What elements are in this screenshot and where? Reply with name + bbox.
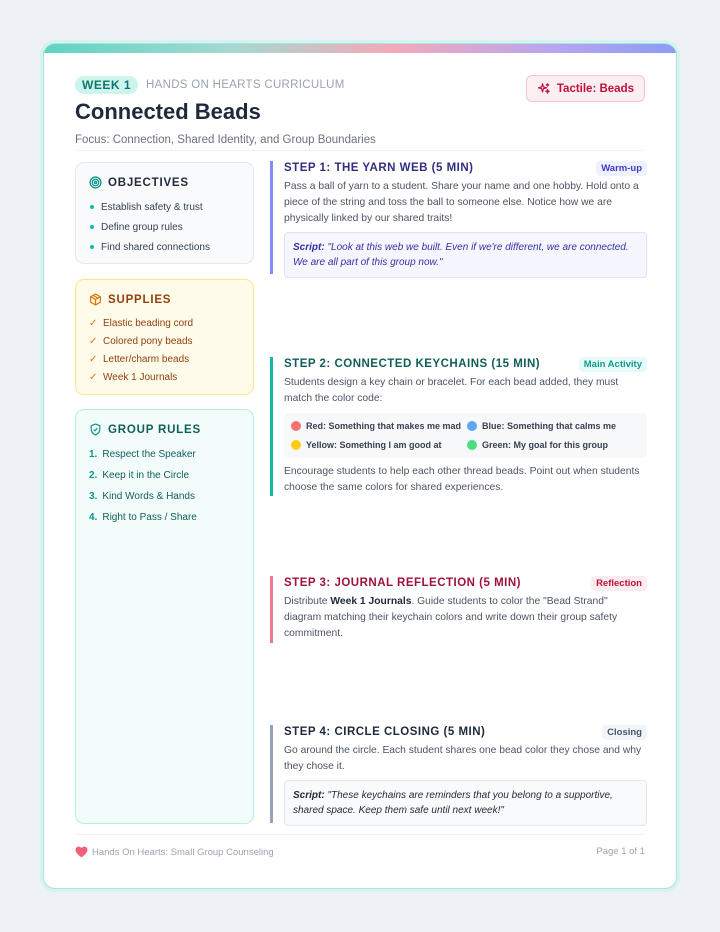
group-rules-box [75,409,254,824]
step-2 [270,357,647,496]
shield-icon [89,423,102,436]
rules-heading: GROUP RULES [108,423,201,436]
objective-item: Establish safety & trust [89,197,245,217]
footer-text: Hands On Hearts: Small Group Counseling [92,846,274,858]
divider [75,834,645,835]
check-icon: ✓ [89,335,98,347]
step-body: Go around the circle. Each student shares one bead color they chose and why they chose it. [284,745,642,772]
supply-item: ✓ Elastic beading cord [89,317,194,329]
objective-item: Find shared connections [89,237,245,257]
step-title: STEP 2: CONNECTED KEYCHAINS (15 MIN) [284,358,541,370]
blue-dot [467,421,477,431]
color-code-item: Red: Something that makes me mad [291,418,467,434]
step-1 [270,161,647,274]
step-tag: Warm-up [596,161,647,176]
color-code-item: Blue: Something that calms me [467,418,640,434]
target-icon [89,176,102,189]
divider [75,150,645,151]
header [75,76,645,146]
rule-item: 1. Respect the Speaker [89,449,196,460]
week-badge: WEEK 1 [75,76,138,94]
footer-left [75,846,274,858]
color-code-grid [284,413,647,458]
objective-item: Define group rules [89,217,245,237]
rule-item: 4. Right to Pass / Share [89,512,197,523]
step-4 [270,725,647,823]
supply-item: ✓ Letter/charm beads [89,353,190,365]
page-number: Page 1 of 1 [596,846,645,857]
rule-item: 2. Keep it in the Circle [89,470,190,481]
step-title: STEP 3: JOURNAL REFLECTION (5 MIN) [284,577,522,589]
lesson-card [43,43,677,889]
script-box: Script: "Look at this web we built. Even if we're different, we are connected. We are all part of this group now." [284,232,647,278]
green-dot [467,440,477,450]
step-title: STEP 4: CIRCLE CLOSING (5 MIN) [284,726,486,738]
step-body: Pass a ball of yarn to a student. Share your name and one hobby. Hold onto a piece of the string and toss the ball to someone else. Notice how we are physically linked by our shared traits! [284,181,639,224]
red-dot [291,421,301,431]
rule-item: 3. Kind Words & Hands [89,491,195,502]
box-icon [89,293,102,306]
page-subtitle: Focus: Connection, Shared Identity, and Group Boundaries [75,134,376,146]
step-body-after: Encourage students to help each other thread beads. Point out when students choose the same colors for shared experiences. [284,466,640,493]
curriculum-label: HANDS ON HEARTS CURRICULUM [146,79,345,91]
tactile-badge [526,75,645,102]
step-body: Students design a key chain or bracelet. For each bead added, they must match the color code: [284,377,619,404]
heart-icon [75,846,88,858]
script-box: Script: "These keychains are reminders that you belong to a supportive, shared space. Keep them safe until next week!" [284,780,647,826]
sparkles-icon [537,82,551,96]
step-tag: Main Activity [579,357,647,372]
objectives-box [75,162,254,264]
supplies-heading: SUPPLIES [108,293,172,306]
step-body: Distribute Week 1 Journals. Guide students to color the "Bead Strand" diagram matching their keychain colors and write down their group safety commitment. [284,596,618,639]
check-icon: ✓ [89,353,98,365]
check-icon: ✓ [89,371,98,383]
page-title: Connected Beads [75,99,261,124]
gradient-bar [44,44,676,53]
color-code-item: Green: My goal for this group [467,437,640,453]
yellow-dot [291,440,301,450]
supply-item: ✓ Week 1 Journals [89,371,178,383]
step-3 [270,576,647,643]
color-code-item: Yellow: Something I am good at [291,437,467,453]
check-icon: ✓ [89,317,98,329]
tactile-label: Tactile: Beads [556,82,634,95]
step-title: STEP 1: THE YARN WEB (5 MIN) [284,162,474,174]
step-tag: Reflection [591,576,647,591]
supplies-box [75,279,254,395]
supply-item: ✓ Colored pony beads [89,335,193,347]
objectives-heading: OBJECTIVES [108,176,189,189]
step-tag: Closing [602,725,647,740]
